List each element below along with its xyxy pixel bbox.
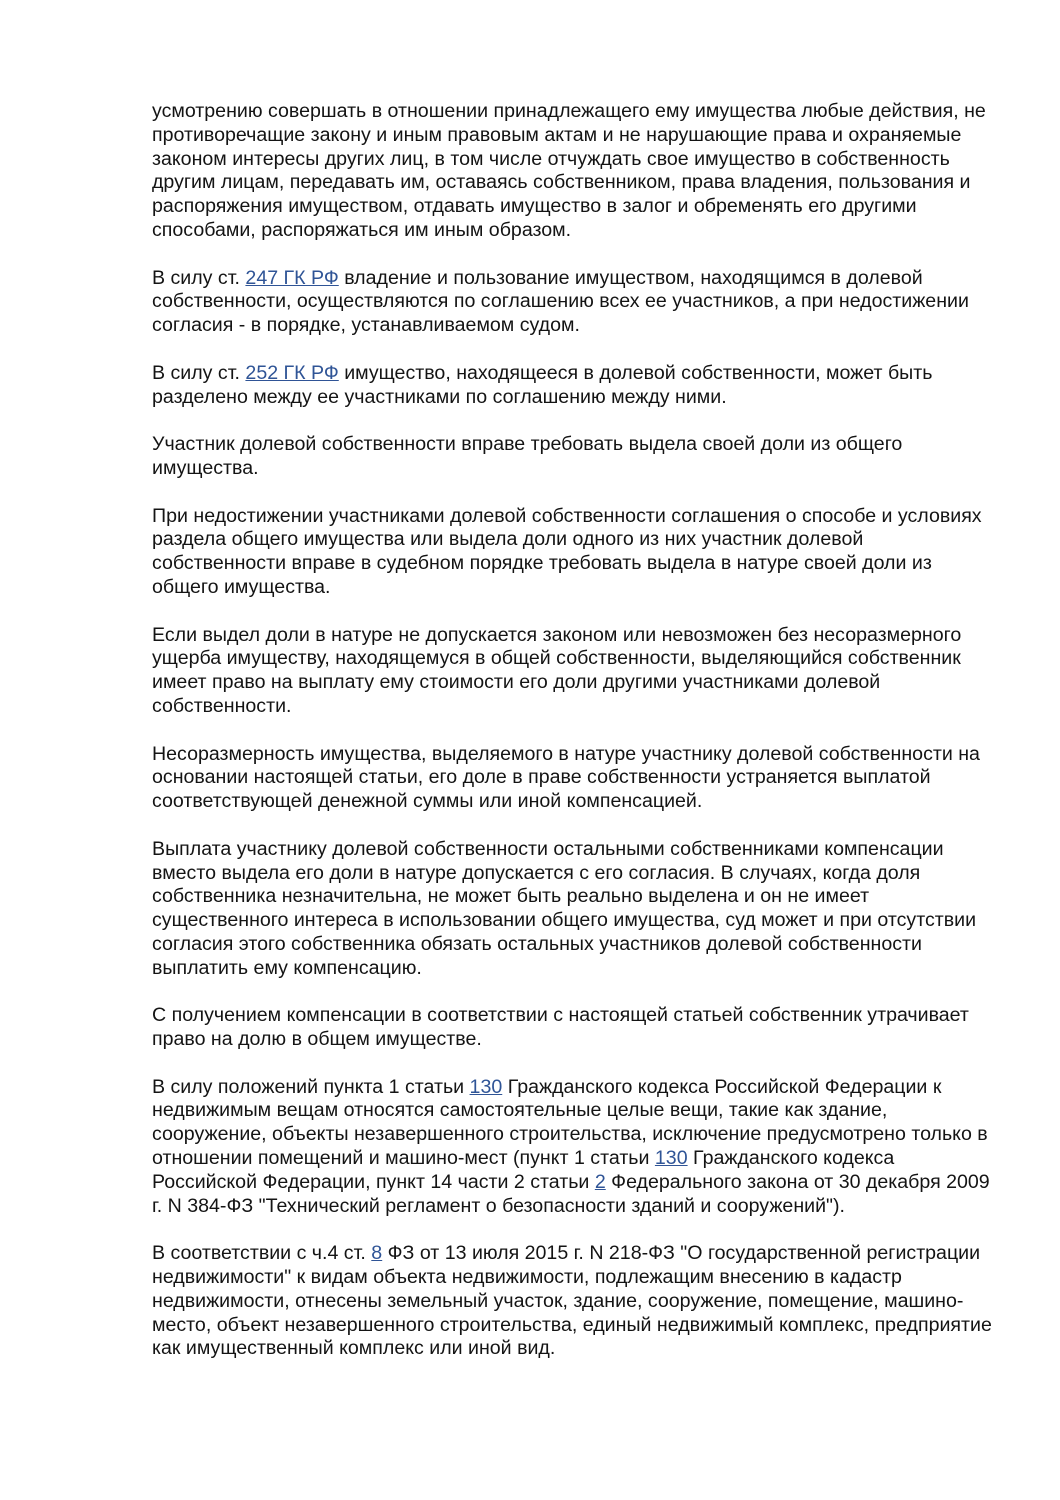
paragraph-text: владение и пользование имуществом, находящимся в долевой собственности, осуществляются по соглашению всех ее участников, а при недостижении согласия - в порядке, устанавливаемом судом. bbox=[152, 266, 969, 337]
paragraph-text: Гражданского кодекса Российской Федерации, пункт 14 части 2 статьи bbox=[152, 1147, 895, 1193]
paragraph-article-252 bbox=[152, 362, 992, 410]
link-article-2[interactable]: 2 bbox=[594, 1170, 606, 1193]
paragraph-text: усмотрению совершать в отношении принадлежащего ему имущества любые действия, не противоречащие закону и иным правовым актам и не нарушающие права и охраняемые законом интересы других лиц, в том числе отчуждать свое имущество в собственность другим лицам, передавать им, оставаясь собственником, права владения, пользования и распоряжения имуществом, отдавать имущество в залог и обременять его другими способами, распоряжаться им иным образом. bbox=[152, 100, 986, 241]
document-body bbox=[152, 100, 992, 1385]
link-article-252[interactable]: 252 ГК РФ bbox=[245, 361, 339, 384]
paragraph-ownership-rights bbox=[152, 100, 992, 243]
paragraph-text: С получением компенсации в соответствии с настоящей статьей собственник утрачивает право на долю в общем имуществе. bbox=[152, 1004, 969, 1051]
paragraph-text: При недостижении участниками долевой собственности соглашения о способе и условиях раздела общего имущества или выдела доли одного из них участник долевой собственности вправе в судебном порядке требовать выдела в натуре своей доли из общего имущества. bbox=[152, 504, 982, 598]
paragraph-text: В соответствии с ч.4 ст. bbox=[152, 1242, 372, 1265]
paragraph-text: Гражданского кодекса Российской Федерации к недвижимым вещам относятся самостоятельные целые вещи, такие как здание, сооружение, объекты незавершенного строительства, исключение предусмотрено только в отношении помещений и машино-мест (пункт 1 статьи bbox=[152, 1075, 988, 1170]
paragraph-text: Несоразмерность имущества, выделяемого в натуре участнику долевой собственности на основании настоящей статьи, его доле в праве собственности устраняется выплатой соответствующей денежной суммы или иной компенсацией. bbox=[152, 742, 980, 813]
paragraph-article-8 bbox=[152, 1242, 992, 1361]
paragraph-text: ФЗ от 13 июля 2015 г. N 218-ФЗ "О государственной регистрации недвижимости" к видам объекта недвижимости, подлежащим внесению в кадастр недвижимости, отнесены земельный участок, здание, сооружение, помещение, машино-место, объект незавершенного строительства, единый недвижимый комплекс, предприятие как имущественный комплекс или иной вид. bbox=[152, 1242, 992, 1360]
paragraph-compensation bbox=[152, 838, 992, 981]
paragraph-text: В силу ст. bbox=[152, 361, 246, 384]
paragraph-text: Выплата участнику долевой собственности остальными собственниками компенсации вместо выдела его доли в натуре допускается с его согласия. В случаях, когда доля собственника незначительна, не может быть реально выделена и он не имеет существенного интереса в использовании общего имущества, суд может и при отсутствии согласия этого собственника обязать остальных участников долевой собственности выплатить ему компенсацию. bbox=[152, 837, 977, 979]
link-article-130[interactable]: 130 bbox=[469, 1075, 503, 1098]
link-article-130-second[interactable]: 130 bbox=[654, 1147, 688, 1170]
paragraph-loss-of-right bbox=[152, 1004, 992, 1052]
paragraph-text: В силу ст. bbox=[152, 266, 246, 289]
paragraph-value-payment bbox=[152, 624, 992, 719]
paragraph-text: Если выдел доли в натуре не допускается законом или невозможен без несоразмерного ущерба имуществу, находящемуся в общей собственности, выделяющийся собственник имеет право на выплату ему стоимости его доли другими участниками долевой собственности. bbox=[152, 623, 962, 717]
paragraph-court-allocation bbox=[152, 505, 992, 600]
paragraph-text: имущество, находящееся в долевой собственности, может быть разделено между ее участниками по соглашению между ними. bbox=[152, 361, 933, 408]
paragraph-article-130 bbox=[152, 1076, 992, 1219]
paragraph-text: Участник долевой собственности вправе требовать выдела своей доли из общего имущества. bbox=[152, 433, 903, 479]
link-article-247[interactable]: 247 ГК РФ bbox=[245, 266, 339, 289]
paragraph-text: Федерального закона от 30 декабря 2009 г. N 384-ФЗ "Технический регламент о безопасности зданий и сооружений"). bbox=[152, 1170, 990, 1217]
paragraph-share-allocation bbox=[152, 433, 992, 481]
paragraph-disproportion bbox=[152, 743, 992, 814]
link-article-8[interactable]: 8 bbox=[371, 1242, 383, 1265]
paragraph-article-247 bbox=[152, 267, 992, 338]
paragraph-text: В силу положений пункта 1 статьи bbox=[152, 1075, 470, 1098]
